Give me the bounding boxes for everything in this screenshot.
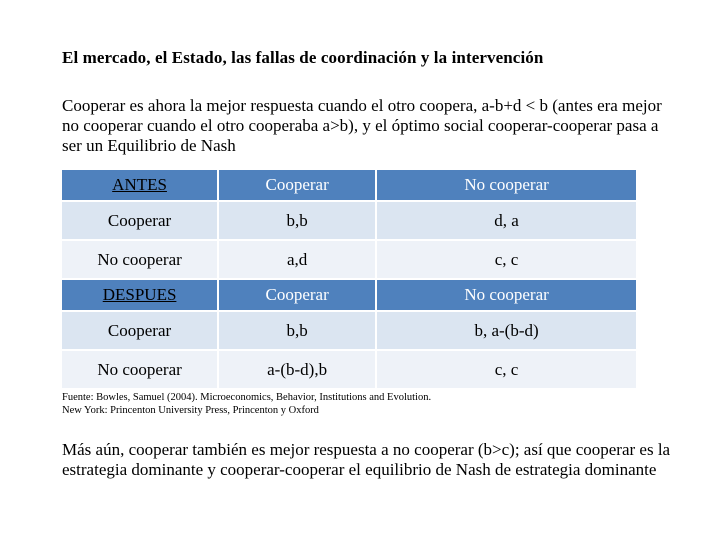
header-cell-no-cooperar: No cooperar [376,279,636,311]
table-cell: c, c [376,350,636,388]
table-header-despues [62,279,636,311]
table-cell: b,b [218,201,376,240]
header-cell-antes: ANTES [62,170,218,201]
table-cell: c, c [376,240,636,279]
header-cell-cooperar: Cooperar [218,170,376,201]
header-cell-cooperar: Cooperar [218,279,376,311]
source-citation [62,391,682,417]
row-label: Cooperar [62,311,218,350]
table-cell: d, a [376,201,636,240]
conclusion-paragraph: Más aún, cooperar también es mejor respuesta a no cooperar (b>c); así que cooperar es la estrategia dominante y cooperar-cooperar el equilibrio de Nash de estrategia dominante [62,440,671,479]
table-cell: a-(b-d),b [218,350,376,388]
table-row [62,201,636,240]
header-cell-despues: DESPUES [62,279,218,311]
row-label: No cooperar [62,240,218,279]
table-row [62,311,636,350]
table-cell: b, a-(b-d) [376,311,636,350]
table-row [62,240,636,279]
row-label: Cooperar [62,201,218,240]
intro-paragraph: Cooperar es ahora la mejor respuesta cuando el otro coopera, a-b+d < b (antes era mejor no cooperar cuando el otro cooperaba a>b), y el óptimo social cooperar-cooperar pasa a ser un Equilibrio de Nash [62,96,662,155]
source-line-1: Fuente: Bowles, Samuel (2004). Microeconomics, Behavior, Institutions and Evolution. [62,392,432,403]
row-label: No cooperar [62,350,218,388]
payoff-table [62,170,636,388]
header-cell-no-cooperar: No cooperar [376,170,636,201]
table-cell: b,b [218,311,376,350]
source-line-2: New York: Princenton University Press, Princenton y Oxford [62,405,319,416]
table-row [62,350,636,388]
table-header-antes [62,170,636,201]
page-title: El mercado, el Estado, las fallas de coordinación y la intervención [62,48,544,67]
table-cell: a,d [218,240,376,279]
